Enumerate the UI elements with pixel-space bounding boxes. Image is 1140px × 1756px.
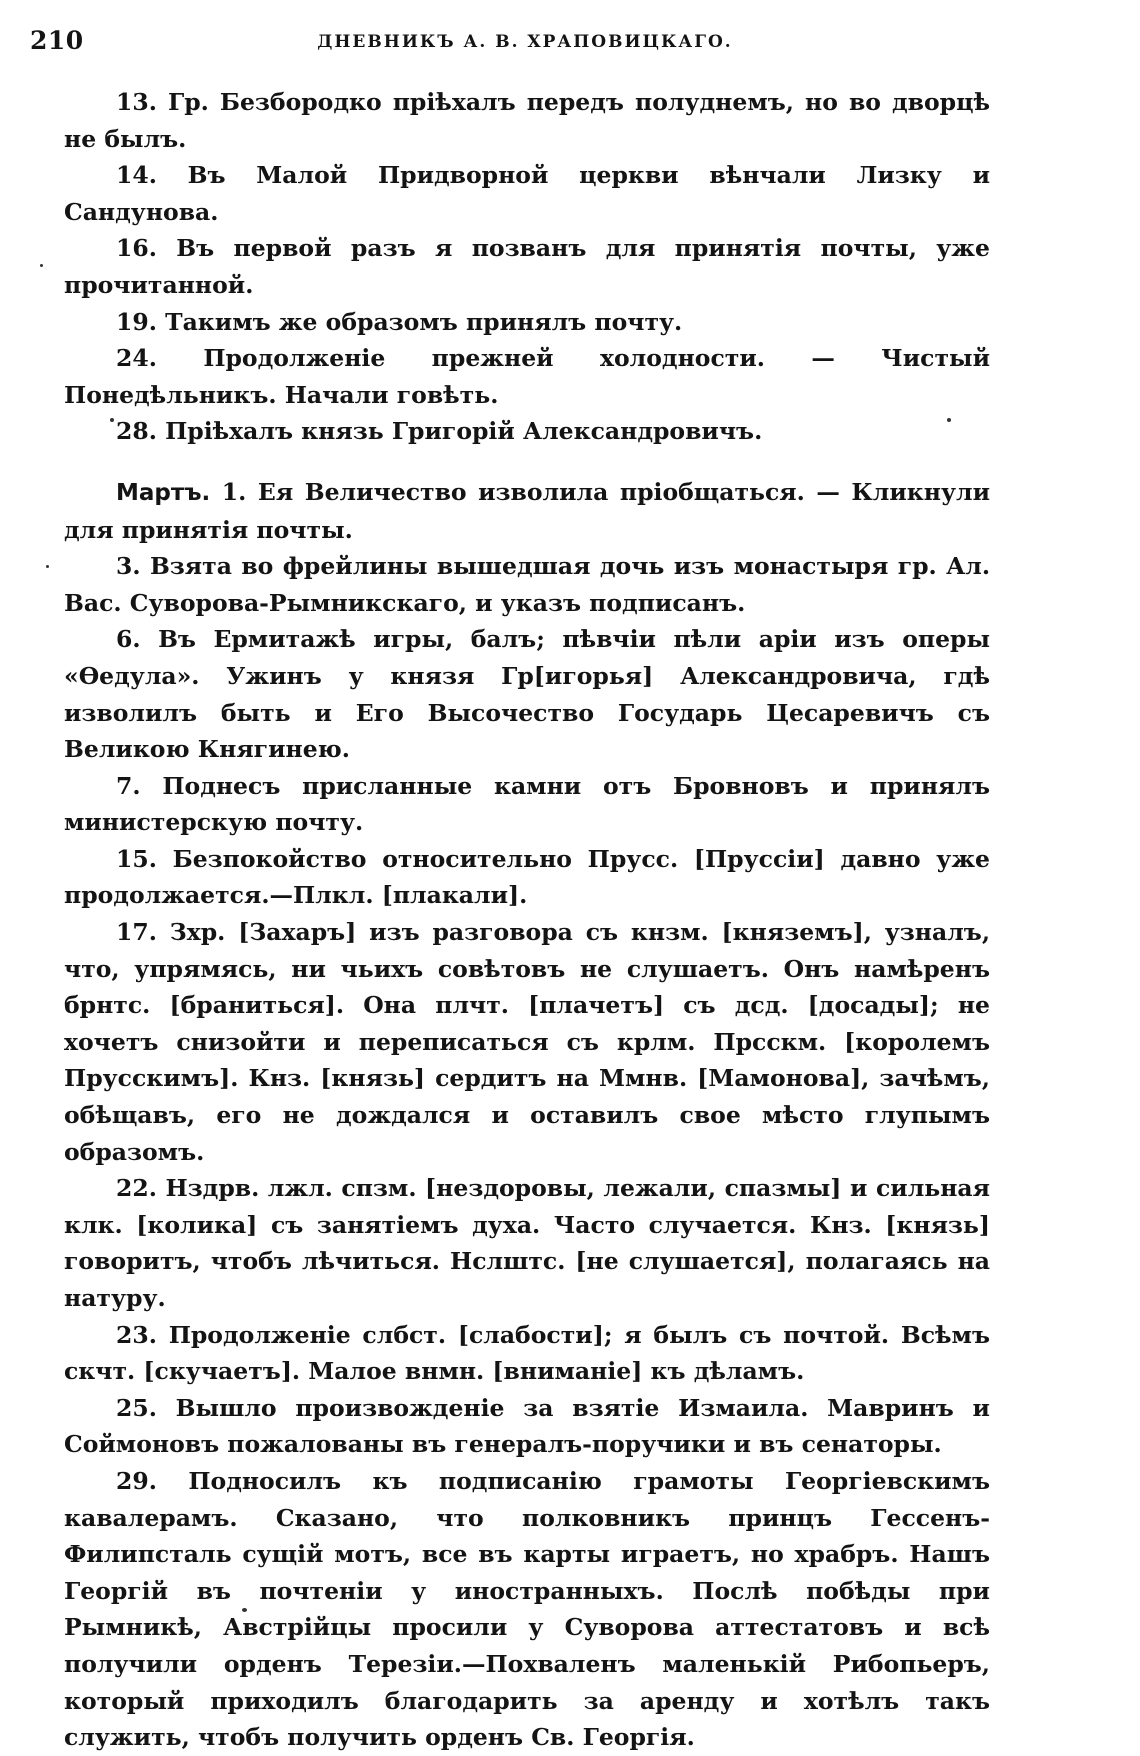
entry-day: 3. xyxy=(116,552,141,581)
diary-entry xyxy=(64,1390,990,1463)
diary-entry xyxy=(64,841,990,914)
entry-text: Взята во фрейлины вышедшая дочь изъ монастыря гр. Ал. Вас. Суворова-Рымникскаго, и указъ подписанъ. xyxy=(64,552,990,617)
entry-text: Поднесъ присланные камни отъ Бровновъ и принялъ министерскую почту. xyxy=(64,771,990,837)
diary-entry xyxy=(64,914,990,1170)
diary-entry xyxy=(64,768,990,841)
entry-text: Нздрв. лжл. спзм. [нездоровы, лежали, спазмы] и сильная клк. [колика] съ занятіемъ духа. Часто случается. Кнз. [князь] говоритъ, чтобъ лѣчиться. Нслштс. [не слушается], полагаясь на натуру. xyxy=(64,1174,990,1312)
entry-day: 6. xyxy=(116,625,141,654)
diary-entry xyxy=(64,304,990,341)
diary-entry xyxy=(64,1317,990,1390)
diary-entry xyxy=(64,230,990,303)
diary-entry xyxy=(64,1170,990,1316)
diary-entry xyxy=(64,413,990,450)
entry-day: 22. xyxy=(116,1174,157,1203)
entry-text: Въ Ермитажѣ игры, балъ; пѣвчіи пѣли аріи изъ оперы «Ѳедула». Ужинъ у князя Гр[игорья] Александровича, гдѣ изволилъ быть и Его Высочество Государь Цесаревичъ съ Великою Княгинею. xyxy=(64,625,991,764)
entry-text: Въ Малой Придворной церкви вѣнчали Лизку и Сандунова. xyxy=(64,161,990,226)
entry-day: 17. xyxy=(116,918,157,947)
entry-text: Вышло произвожденіе за взятіе Измаила. Мавринъ и Соймоновъ пожалованы въ генералъ-поручики и въ сенаторы. xyxy=(64,1393,990,1459)
diary-entry xyxy=(64,340,990,413)
entry-day: 13. xyxy=(116,88,157,116)
diary-entry xyxy=(64,548,990,621)
entry-text: Пріѣхалъ князь Григорій Александровичъ. xyxy=(165,417,763,446)
entry-text: Подносилъ къ подписанію грамоты Георгіевскимъ кавалерамъ. Сказано, что полковникъ принцъ Гессенъ-Филипсталь сущій мотъ, все въ карты играетъ, но храбръ. Нашъ Георгій въ почтеніи у иностранныхъ. Послѣ побѣды при Рымникѣ, Австрійцы просили у Суворова аттестатовъ и всѣ получили орденъ Терезіи.—Похваленъ маленькій Рибопьеръ, который приходилъ благодарить за аренду и хотѣлъ такъ служить, чтобъ получить орденъ Св. Георгія. xyxy=(64,1466,990,1752)
ink-speck xyxy=(40,264,43,267)
entry-day: 16. xyxy=(116,234,157,263)
entry-text: Продолженіе слбст. [слабости]; я былъ съ почтой. Всѣмъ скчт. [скучаетъ]. Малое внмн. [вниманіе] къ дѣламъ. xyxy=(64,1320,990,1386)
entry-text: Въ первой разъ я позванъ для принятія почты, уже прочитанной. xyxy=(64,234,990,299)
page-number: 210 xyxy=(30,26,84,55)
ink-speck xyxy=(242,1608,247,1612)
entry-day: 19. xyxy=(116,307,157,336)
month-heading: Мартъ. xyxy=(116,479,211,506)
entry-day: 29. xyxy=(116,1466,157,1495)
entry-day: 28. xyxy=(116,417,157,446)
entry-day: 25. xyxy=(116,1393,157,1422)
diary-entry xyxy=(64,84,990,157)
entry-text: Безпокойство относительно Прусс. [Пруссіи] давно уже продолжается.—Плкл. [плакали]. xyxy=(64,844,990,910)
running-title: ДНЕВНИКЪ А. В. ХРАПОВИЦКАГО. xyxy=(317,32,733,52)
diary-entry xyxy=(64,157,990,230)
ink-speck xyxy=(947,418,951,422)
diary-entry xyxy=(64,1463,990,1756)
entry-day: 23. xyxy=(116,1320,157,1349)
entry-text: Зхр. [Захаръ] изъ разговора съ кнзм. [княземъ], узналъ, что, упрямясь, ни чьихъ совѣтовъ не слушаетъ. Онъ намѣренъ брнтс. [браниться]. Она плчт. [плачетъ] съ дсд. [досады]; не хочетъ снизойти и переписаться съ крлм. Прсскм. [королемъ Прусскимъ]. Кнз. [князь] сердитъ на Ммнв. [Мамонова], зачѣмъ, обѣщавъ, его не дождался и оставилъ свое мѣсто глупымъ образомъ. xyxy=(64,918,991,1166)
entry-day: 7. xyxy=(116,771,141,800)
ink-speck xyxy=(110,418,114,422)
entry-day: 24. xyxy=(116,344,157,373)
entry-day: 1. xyxy=(221,477,247,506)
entry-day: 14. xyxy=(116,161,157,190)
running-head xyxy=(30,26,1020,66)
entry-day: 15. xyxy=(116,844,157,873)
diary-text xyxy=(64,84,990,1756)
diary-entry xyxy=(64,621,990,767)
diary-entry xyxy=(64,474,990,548)
ink-speck xyxy=(46,565,49,568)
entry-text: Продолженіе прежней холодности. — Чистый Понедѣльникъ. Начали говѣть. xyxy=(64,344,991,409)
entry-text: Ея Величество изволила пріобщаться. — Кликнули для принятія почты. xyxy=(64,477,991,544)
entry-text: Такимъ же образомъ принялъ почту. xyxy=(165,307,683,336)
entry-text: Гр. Безбородко пріѣхалъ передъ полуднемъ, но во дворцѣ не былъ. xyxy=(64,88,990,153)
